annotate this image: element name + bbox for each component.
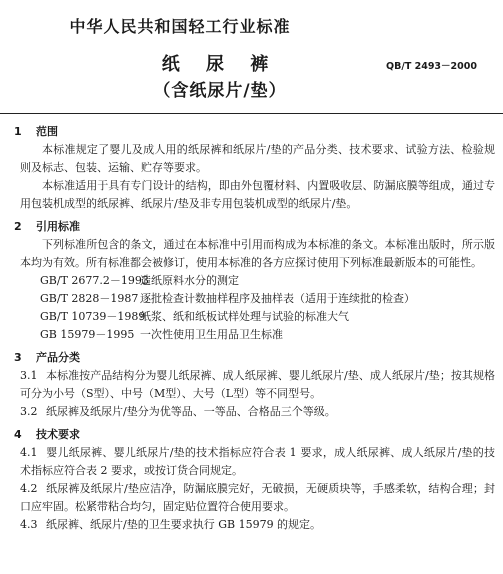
clause-4-2: [0, 480, 503, 516]
reference-code: GB/T 10739－1989: [40, 310, 146, 323]
standard-code: QB/T 2493－2000: [386, 61, 477, 72]
clause-3-1: [0, 367, 503, 403]
section-heading-requirements: [0, 426, 503, 444]
section-number: 2: [14, 220, 22, 233]
section-title: 技术要求: [36, 428, 80, 441]
reference-name: 逐批检查计数抽样程序及抽样表（适用于连续批的检查）: [140, 292, 415, 305]
reference-code: GB 15979－1995: [40, 328, 135, 341]
reference-code: GB/T 2677.2－1993: [40, 274, 149, 287]
standard-org-header: 中华人民共和国轻工行业标准: [69, 17, 291, 36]
reference-name: 纸浆、纸和纸板试样处理与试验的标准大气: [140, 310, 349, 323]
clause-text: 纸尿裤及纸尿片/垫应洁净，防漏底膜完好，无破损，无硬质块等，手感柔软，结构合理；封口应牢固。松紧带粘合均匀，固定贴位置符合使用要求。: [20, 482, 495, 513]
references-paragraph: 下列标准所包含的条文，通过在本标准中引用而构成为本标准的条文。本标准出版时，所示版本均为有效。所有标准都会被修订，使用本标准的各方应探讨使用下列标准最新版本的可能性。: [20, 238, 495, 269]
reference-item: [0, 326, 503, 344]
clause-text: 纸尿裤及纸尿片/垫分为优等品、一等品、合格品三个等级。: [46, 405, 336, 418]
clause-number: 4.1: [20, 446, 38, 459]
section-number: 4: [14, 428, 22, 441]
document-body: [0, 123, 503, 534]
clause-number: 4.2: [20, 482, 38, 495]
clause-number: 4.3: [20, 518, 38, 531]
section-heading-references: [0, 218, 503, 236]
section-number: 1: [14, 125, 22, 138]
clause-number: 3.1: [20, 369, 38, 382]
clause-3-2: [0, 403, 503, 421]
document-title: 纸 尿 裤: [161, 54, 279, 75]
section-number: 3: [14, 351, 22, 364]
section-heading-classification: [0, 349, 503, 367]
clause-4-1: [0, 444, 503, 480]
reference-item: [0, 272, 503, 290]
reference-item: [0, 308, 503, 326]
clause-text: 纸尿裤、纸尿片/垫的卫生要求执行 GB 15979 的规定。: [46, 518, 322, 531]
reference-code: GB/T 2828－1987: [40, 292, 139, 305]
section-title: 产品分类: [36, 351, 80, 364]
clause-text: 本标准按产品结构分为婴儿纸尿裤、成人纸尿裤、婴儿纸尿片/垫、成人纸尿片/垫；按其规格可分为小号（S型）、中号（M型）、大号（L型）等不同型号。: [20, 369, 495, 400]
scope-paragraph-2: 本标准适用于具有专门设计的结构，即由外包覆材料、内置吸收层、防漏底膜等组成，通过专用包装机成型的纸尿裤、纸尿片/垫及非专用包装机成型的纸尿片/垫。: [20, 179, 495, 210]
reference-name: 一次性使用卫生用品卫生标准: [140, 328, 283, 341]
scope-paragraph-1: 本标准规定了婴儿及成人用的纸尿裤和纸尿片/垫的产品分类、技术要求、试验方法、检验规则及标志、包装、运输、贮存等要求。: [20, 143, 495, 174]
header-divider: [0, 113, 503, 114]
reference-item: [0, 290, 503, 308]
document-subtitle: （含纸尿片/垫）: [153, 81, 287, 101]
clause-4-3: [0, 516, 503, 534]
clause-text: 婴儿纸尿裤、婴儿纸尿片/垫的技术指标应符合表 1 要求，成人纸尿裤、成人纸尿片/垫的技术指标应符合表 2 要求，或按订货合同规定。: [20, 446, 495, 477]
reference-name: 造纸原料水分的测定: [140, 274, 239, 287]
section-title: 引用标准: [36, 220, 80, 233]
clause-number: 3.2: [20, 405, 38, 418]
section-title: 范围: [36, 125, 58, 138]
section-heading-scope: [0, 123, 503, 141]
